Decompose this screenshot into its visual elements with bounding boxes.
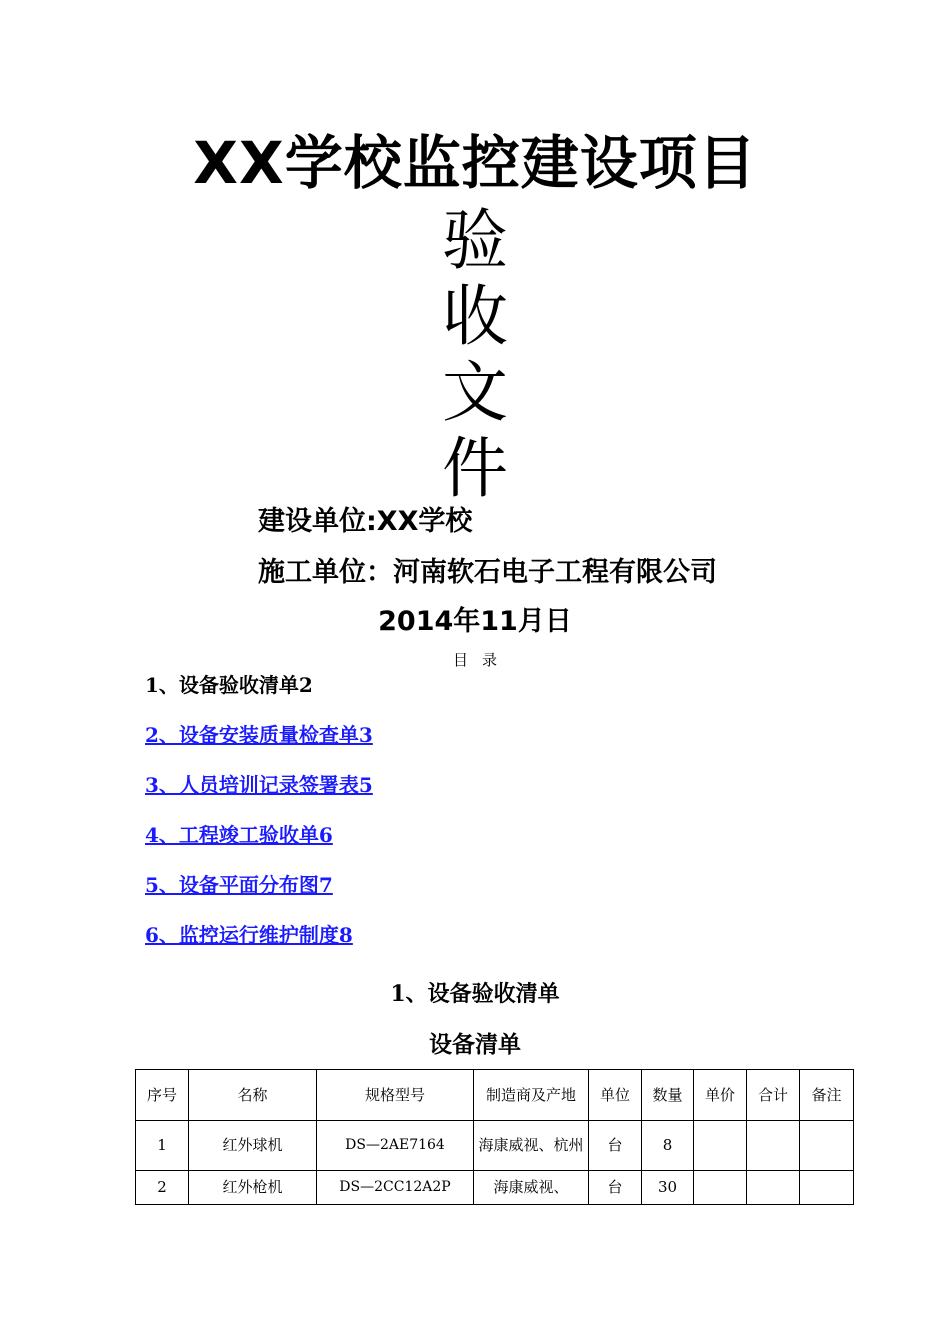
header-cell: 备注	[800, 1070, 854, 1121]
table-cell: 8	[642, 1121, 694, 1171]
table-of-contents	[145, 671, 373, 971]
header-cell: 序号	[136, 1070, 189, 1121]
table-cell: 30	[642, 1171, 694, 1205]
table-cell	[800, 1121, 854, 1171]
toc-item[interactable]	[145, 871, 373, 921]
header-cell: 数量	[642, 1070, 694, 1121]
header-cell: 制造商及产地	[474, 1070, 589, 1121]
table-cell: 台	[589, 1171, 642, 1205]
toc-link[interactable]: 5、设备平面分布图7	[145, 873, 333, 897]
table-cell	[694, 1171, 747, 1205]
table-row	[136, 1121, 854, 1171]
table-cell: 台	[589, 1121, 642, 1171]
header-cell: 单位	[589, 1070, 642, 1121]
table-cell: 2	[136, 1171, 189, 1205]
toc-item[interactable]	[145, 721, 373, 771]
header-cell: 单价	[694, 1070, 747, 1121]
owner-unit: 建设单位:XX学校	[258, 506, 473, 537]
subtitle-char: 收	[442, 278, 508, 355]
project-title: XX学校监控建设项目	[193, 129, 757, 197]
table-cell	[747, 1171, 800, 1205]
header-cell: 合计	[747, 1070, 800, 1121]
table-header-row	[136, 1070, 854, 1121]
table-cell: 红外球机	[189, 1121, 317, 1171]
subtitle-char: 验	[442, 202, 508, 279]
table-cell: DS—2AE7164	[317, 1121, 474, 1171]
header-cell: 名称	[189, 1070, 317, 1121]
table-row	[136, 1171, 854, 1205]
subtitle-char: 件	[442, 430, 508, 507]
table-cell: 1	[136, 1121, 189, 1171]
toc-heading: 目录	[452, 651, 511, 669]
table-title: 设备清单	[429, 1032, 521, 1058]
table-cell	[694, 1121, 747, 1171]
toc-link[interactable]: 3、人员培训记录签署表5	[145, 773, 373, 797]
toc-link[interactable]: 4、工程竣工验收单6	[145, 823, 333, 847]
table-cell	[800, 1171, 854, 1205]
table-cell	[747, 1121, 800, 1171]
table-cell: DS—2CC12A2P	[317, 1171, 474, 1205]
toc-link[interactable]: 6、监控运行维护制度8	[145, 923, 353, 947]
toc-link[interactable]: 2、设备安装质量检查单3	[145, 723, 373, 747]
table-cell: 红外枪机	[189, 1171, 317, 1205]
section-title: 1、设备验收清单	[390, 981, 560, 1007]
header-cell: 规格型号	[317, 1070, 474, 1121]
equipment-table	[135, 1069, 854, 1205]
toc-item-label: 1、设备验收清单2	[145, 673, 313, 697]
table-cell: 海康威视、	[474, 1171, 589, 1205]
subtitle-char: 文	[442, 354, 508, 431]
toc-item[interactable]	[145, 771, 373, 821]
document-date: 2014年11月日	[378, 606, 572, 637]
contractor-unit: 施工单位：河南软石电子工程有限公司	[258, 557, 717, 588]
toc-item[interactable]	[145, 821, 373, 871]
table-cell: 海康威视、杭州	[474, 1121, 589, 1171]
toc-item	[145, 671, 373, 721]
toc-item[interactable]	[145, 921, 373, 971]
